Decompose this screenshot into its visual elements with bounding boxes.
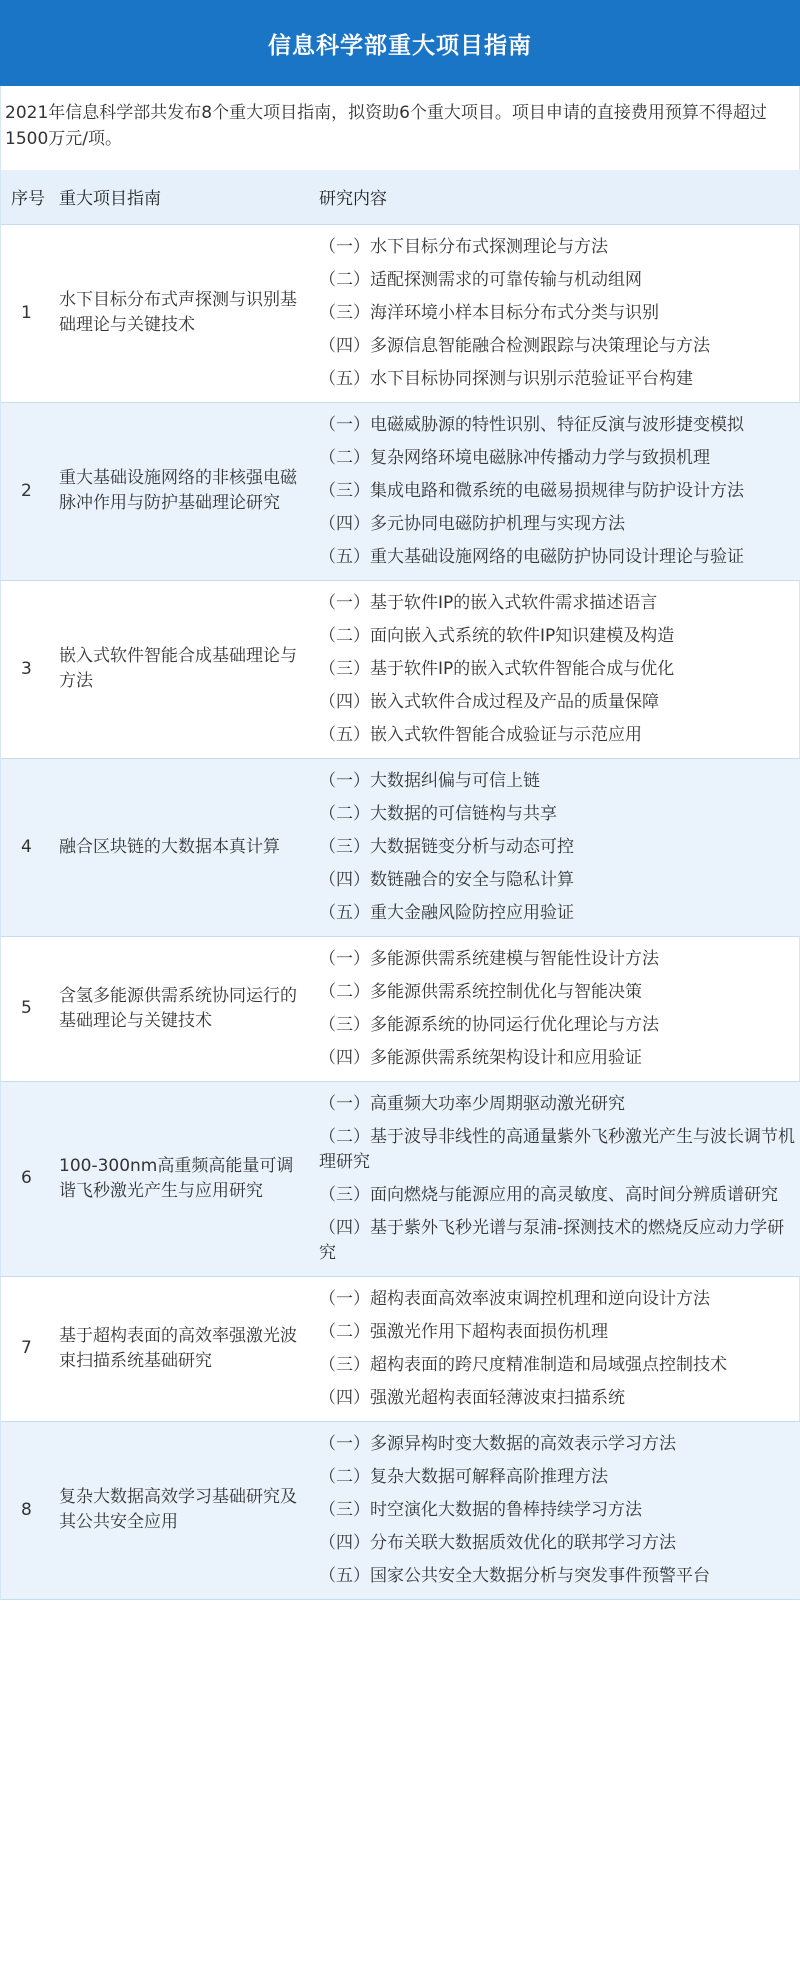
research-item: （三）时空演化大数据的鲁棒持续学习方法 bbox=[319, 1499, 642, 1520]
research-item: （一）水下目标分布式探测理论与方法 bbox=[319, 236, 608, 257]
table-row bbox=[1, 758, 800, 936]
header bbox=[0, 0, 800, 86]
research-item: （二）复杂网络环境电磁脉冲传播动力学与致损机理 bbox=[319, 447, 710, 468]
research-item: （四）嵌入式软件合成过程及产品的质量保障 bbox=[319, 691, 659, 712]
research-item: （二）基于波导非线性的高通量紫外飞秒激光产生与波长调节机理研究 bbox=[319, 1126, 795, 1172]
research-item: （五）嵌入式软件智能合成验证与示范应用 bbox=[319, 724, 642, 745]
intro-text: 2021年信息科学部共发布8个重大项目指南，拟资助6个重大项目。项目申请的直接费用预算不得超过1500万元/项。 bbox=[0, 86, 800, 170]
research-item: （二）多能源供需系统控制优化与智能决策 bbox=[319, 981, 642, 1002]
table-row bbox=[1, 224, 800, 402]
research-item: （五）重大金融风险防控应用验证 bbox=[319, 902, 574, 923]
research-item: （三）大数据链变分析与动态可控 bbox=[319, 836, 574, 857]
research-item: （二）面向嵌入式系统的软件IP知识建模及构造 bbox=[319, 625, 675, 646]
research-item: （四）数链融合的安全与隐私计算 bbox=[319, 869, 574, 890]
research-content bbox=[311, 936, 800, 1081]
research-content bbox=[311, 1081, 800, 1276]
research-item: （四）多源信息智能融合检测跟踪与决策理论与方法 bbox=[319, 335, 710, 356]
research-item: （三）基于软件IP的嵌入式软件智能合成与优化 bbox=[319, 658, 675, 679]
row-number: 4 bbox=[21, 836, 32, 857]
research-item: （一）多源异构时变大数据的高效表示学习方法 bbox=[319, 1433, 676, 1454]
research-item: （二）强激光作用下超构表面损伤机理 bbox=[319, 1321, 608, 1342]
column-header-guide: 重大项目指南 bbox=[59, 189, 161, 210]
column-header-content: 研究内容 bbox=[319, 189, 387, 210]
project-guide-name: 嵌入式软件智能合成基础理论与方法 bbox=[59, 646, 297, 691]
research-content bbox=[311, 758, 800, 936]
project-guide-name: 基于超构表面的高效率强激光波束扫描系统基础研究 bbox=[59, 1325, 297, 1371]
research-item: （四）强激光超构表面轻薄波束扫描系统 bbox=[319, 1387, 625, 1408]
research-item: （四）多元协同电磁防护机理与实现方法 bbox=[319, 513, 625, 534]
research-item: （三）超构表面的跨尺度精准制造和局域强点控制技术 bbox=[319, 1354, 727, 1375]
row-number: 7 bbox=[21, 1338, 32, 1358]
table-row bbox=[1, 936, 800, 1081]
research-item: （四）多能源供需系统架构设计和应用验证 bbox=[319, 1047, 642, 1068]
row-number: 5 bbox=[21, 998, 32, 1018]
research-item: （一）高重频大功率少周期驱动激光研究 bbox=[319, 1093, 625, 1114]
row-number: 3 bbox=[21, 658, 32, 679]
row-number: 1 bbox=[21, 302, 32, 323]
project-guide-name: 复杂大数据高效学习基础研究及其公共安全应用 bbox=[59, 1487, 297, 1532]
table-row bbox=[1, 402, 800, 580]
table-row bbox=[1, 1081, 800, 1276]
research-item: （一）基于软件IP的嵌入式软件需求描述语言 bbox=[319, 592, 658, 613]
research-content bbox=[311, 402, 800, 580]
research-item: （三）多能源系统的协同运行优化理论与方法 bbox=[319, 1014, 659, 1035]
research-content bbox=[311, 224, 800, 402]
project-table-wrapper bbox=[0, 170, 800, 1600]
research-item: （一）超构表面高效率波束调控机理和逆向设计方法 bbox=[319, 1288, 710, 1309]
table-body bbox=[1, 224, 800, 1599]
project-guide-name: 100-300nm高重频高能量可调谐飞秒激光产生与应用研究 bbox=[59, 1155, 294, 1201]
project-guide-name: 水下目标分布式声探测与识别基础理论与关键技术 bbox=[59, 290, 297, 335]
column-header-number: 序号 bbox=[11, 189, 45, 210]
research-item: （三）集成电路和微系统的电磁易损规律与防护设计方法 bbox=[319, 480, 744, 501]
research-item: （二）适配探测需求的可靠传输与机动组网 bbox=[319, 269, 642, 290]
row-number: 2 bbox=[21, 480, 32, 501]
research-item: （一）电磁威胁源的特性识别、特征反演与波形捷变模拟 bbox=[319, 414, 744, 435]
table-row bbox=[1, 580, 800, 758]
research-item: （三）面向燃烧与能源应用的高灵敏度、高时间分辨质谱研究 bbox=[319, 1184, 778, 1205]
research-item: （五）水下目标协同探测与识别示范验证平台构建 bbox=[319, 368, 693, 389]
research-item: （四）基于紫外飞秒光谱与泵浦-探测技术的燃烧反应动力学研究 bbox=[319, 1217, 785, 1263]
row-number: 8 bbox=[21, 1499, 32, 1520]
table-row bbox=[1, 1421, 800, 1599]
research-content bbox=[311, 580, 800, 758]
table-row bbox=[1, 1276, 800, 1421]
research-content bbox=[311, 1276, 800, 1421]
page-title: 信息科学部重大项目指南 bbox=[268, 32, 532, 59]
research-item: （五）国家公共安全大数据分析与突发事件预警平台 bbox=[319, 1565, 710, 1586]
row-number: 6 bbox=[21, 1168, 32, 1188]
research-item: （二）大数据的可信链构与共享 bbox=[319, 803, 557, 824]
research-item: （二）复杂大数据可解释高阶推理方法 bbox=[319, 1466, 608, 1487]
project-guide-name: 含氢多能源供需系统协同运行的基础理论与关键技术 bbox=[59, 985, 297, 1031]
project-guide-name: 融合区块链的大数据本真计算 bbox=[59, 836, 280, 857]
project-table bbox=[1, 170, 800, 1599]
research-item: （一）多能源供需系统建模与智能性设计方法 bbox=[319, 948, 659, 969]
research-item: （四）分布关联大数据质效优化的联邦学习方法 bbox=[319, 1532, 676, 1553]
research-content bbox=[311, 1421, 800, 1599]
table-header-row bbox=[1, 170, 800, 224]
research-item: （一）大数据纠偏与可信上链 bbox=[319, 770, 540, 791]
research-item: （五）重大基础设施网络的电磁防护协同设计理论与验证 bbox=[319, 546, 744, 567]
research-item: （三）海洋环境小样本目标分布式分类与识别 bbox=[319, 302, 659, 323]
project-guide-name: 重大基础设施网络的非核强电磁脉冲作用与防护基础理论研究 bbox=[59, 468, 297, 513]
